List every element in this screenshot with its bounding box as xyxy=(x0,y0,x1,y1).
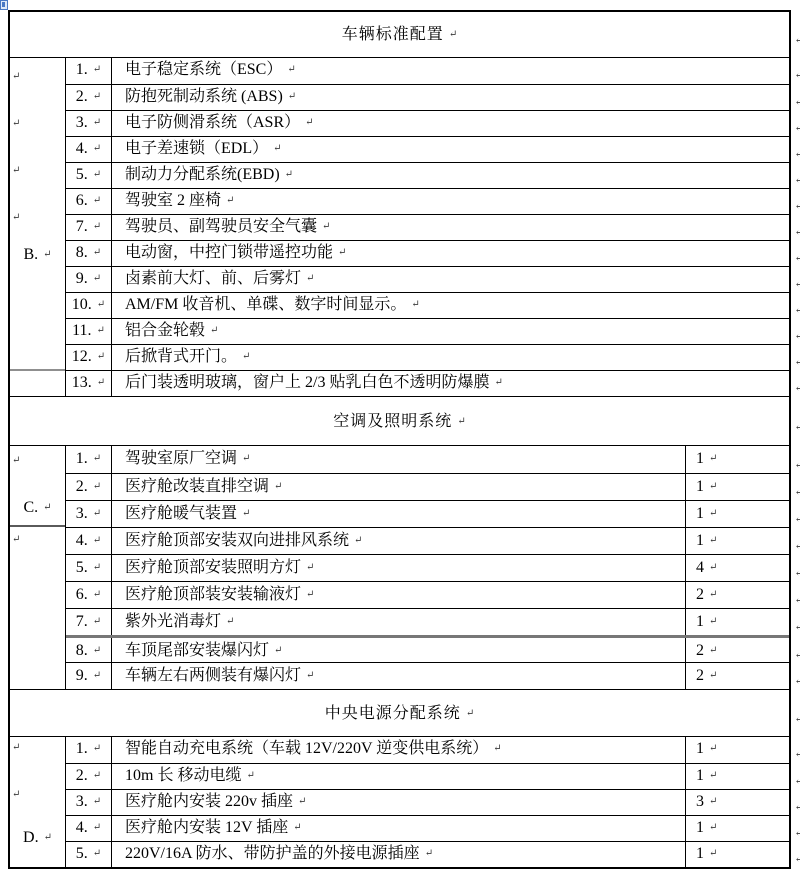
row-number: 13. ↵ xyxy=(72,374,105,391)
item-description: 铝合金轮毂 ↵ xyxy=(125,322,218,339)
section-b-rows xyxy=(66,58,789,396)
row-number: 11. ↵ xyxy=(72,322,105,339)
section-header-vehicle-text: 车辆标准配置 ↵ xyxy=(342,26,457,43)
table-row xyxy=(66,292,789,318)
item-description: 220V/16A 防水、带防护盖的外接电源插座 ↵ xyxy=(125,845,433,862)
row-number: 4. ↵ xyxy=(76,532,101,549)
row-number: 9. ↵ xyxy=(76,667,101,684)
item-description: 智能自动充电系统（车载 12V/220V 逆变供电系统） ↵ xyxy=(125,740,502,757)
item-description: 电动窗，中控门锁带遥控功能 ↵ xyxy=(125,244,346,261)
row-number: 9. ↵ xyxy=(76,270,101,287)
item-description: 驾驶室 2 座椅 ↵ xyxy=(125,192,234,209)
group-label-d: D. ↵ xyxy=(10,829,65,847)
table-row xyxy=(66,266,789,292)
paragraph-mark-icon xyxy=(12,213,20,223)
item-description: 卤素前大灯、前、后雾灯 ↵ xyxy=(125,270,314,287)
quantity-value: 2 ↵ xyxy=(696,586,717,603)
row-number: 8. ↵ xyxy=(76,244,101,261)
table-row xyxy=(66,763,789,789)
paragraph-mark-icon xyxy=(12,790,20,800)
item-description: 医疗舱暖气装置 ↵ xyxy=(125,505,250,522)
item-description: 10m 长 移动电缆 ↵ xyxy=(125,767,255,784)
table-row xyxy=(66,370,789,396)
paragraph-mark-icon xyxy=(12,166,20,176)
row-number: 6. ↵ xyxy=(76,586,101,603)
item-description: 制动力分配系统(EBD) ↵ xyxy=(125,166,293,183)
section-d-label-cell xyxy=(10,737,66,867)
item-description: 驾驶员、副驾驶员安全气囊 ↵ xyxy=(125,218,330,235)
section-header-power-text: 中央电源分配系统 ↵ xyxy=(325,705,474,722)
item-description: AM/FM 收音机、单碟、数字时间显示。 ↵ xyxy=(125,296,420,313)
row-number: 3. ↵ xyxy=(76,793,101,810)
group-label-b: B. ↵ xyxy=(10,246,65,264)
table-row xyxy=(66,662,789,689)
item-description: 医疗舱内安装 12V 插座 ↵ xyxy=(125,819,302,836)
quantity-value: 1 ↵ xyxy=(696,845,717,862)
quantity-value: 1 ↵ xyxy=(696,767,717,784)
item-description: 车辆左右两侧装有爆闪灯 ↵ xyxy=(125,667,314,684)
paragraph-mark-icon xyxy=(12,743,20,753)
item-description: 电子稳定系统（ESC） ↵ xyxy=(125,61,296,78)
group-label-c: C. ↵ xyxy=(10,499,65,517)
section-b-label-cell xyxy=(10,58,66,396)
quantity-value: 1 ↵ xyxy=(696,505,717,522)
row-number: 2. ↵ xyxy=(76,478,101,495)
table-row xyxy=(66,554,789,581)
row-number: 7. ↵ xyxy=(76,613,101,630)
table-row xyxy=(66,84,789,110)
item-description: 电子防侧滑系统（ASR） ↵ xyxy=(125,114,314,131)
section-c-rows xyxy=(66,446,789,689)
section-header-aircon xyxy=(10,396,789,445)
quantity-value: 2 ↵ xyxy=(696,642,717,659)
quantity-value: 1 ↵ xyxy=(696,613,717,630)
row-number: 1. ↵ xyxy=(76,740,101,757)
table-row xyxy=(66,815,789,841)
table-row xyxy=(66,841,789,867)
table-row xyxy=(66,446,789,473)
section-c-label-cell xyxy=(10,446,66,689)
row-number: 6. ↵ xyxy=(76,192,101,209)
row-number: 4. ↵ xyxy=(76,140,101,157)
table-row xyxy=(66,473,789,500)
quantity-value: 1 ↵ xyxy=(696,819,717,836)
paragraph-mark-icon xyxy=(12,456,20,466)
item-description: 后门装透明玻璃，窗户上 2/3 贴乳白色不透明防爆膜 ↵ xyxy=(125,374,503,391)
row-number: 1. ↵ xyxy=(76,61,101,78)
section-c xyxy=(10,445,789,689)
table-row xyxy=(66,214,789,240)
table-row xyxy=(66,188,789,214)
table-row xyxy=(66,162,789,188)
item-description: 后掀背式开门。 ↵ xyxy=(125,348,250,365)
row-number: 3. ↵ xyxy=(76,114,101,131)
item-description: 电子差速锁（EDL） ↵ xyxy=(125,140,282,157)
item-description: 医疗舱改装直排空调 ↵ xyxy=(125,478,282,495)
object-anchor-icon xyxy=(0,0,8,10)
item-description: 医疗舱内安装 220v 插座 ↵ xyxy=(125,793,306,810)
table-row xyxy=(66,318,789,344)
table-row xyxy=(66,581,789,608)
table-row xyxy=(66,58,789,84)
table-row xyxy=(66,635,789,662)
row-number: 5. ↵ xyxy=(76,559,101,576)
quantity-value: 2 ↵ xyxy=(696,667,717,684)
section-c-label-top xyxy=(10,446,65,527)
page-break-line xyxy=(10,369,65,371)
paragraph-mark-icon xyxy=(12,72,20,82)
table-row xyxy=(66,500,789,527)
paragraph-mark-icon xyxy=(12,535,20,545)
section-d xyxy=(10,736,789,867)
quantity-value: 1 ↵ xyxy=(696,532,717,549)
item-description: 车顶尾部安装爆闪灯 ↵ xyxy=(125,642,282,659)
row-number: 5. ↵ xyxy=(76,166,101,183)
section-header-aircon-text: 空调及照明系统 ↵ xyxy=(333,413,465,430)
quantity-value: 1 ↵ xyxy=(696,740,717,757)
row-number: 12. ↵ xyxy=(72,348,105,365)
item-description: 医疗舱顶部安装照明方灯 ↵ xyxy=(125,559,314,576)
row-number: 2. ↵ xyxy=(76,88,101,105)
table-row xyxy=(66,344,789,370)
table-row xyxy=(66,737,789,763)
table-row xyxy=(66,608,789,635)
quantity-value: 1 ↵ xyxy=(696,478,717,495)
section-header-power xyxy=(10,689,789,736)
table-row xyxy=(66,527,789,554)
table-row xyxy=(66,789,789,815)
section-header-vehicle xyxy=(10,12,789,57)
quantity-value: 1 ↵ xyxy=(696,450,717,467)
row-number: 8. ↵ xyxy=(76,642,101,659)
paragraph-mark-icon xyxy=(12,119,20,129)
item-description: 防抱死制动系统 (ABS) ↵ xyxy=(125,88,296,105)
row-number: 4. ↵ xyxy=(76,819,101,836)
row-number: 2. ↵ xyxy=(76,767,101,784)
row-number: 1. ↵ xyxy=(76,450,101,467)
row-number: 7. ↵ xyxy=(76,218,101,235)
table-row xyxy=(66,240,789,266)
section-b xyxy=(10,57,789,396)
item-description: 驾驶室原厂空调 ↵ xyxy=(125,450,250,467)
quantity-value: 3 ↵ xyxy=(696,793,717,810)
item-description: 医疗舱顶部装安装输液灯 ↵ xyxy=(125,586,314,603)
section-d-rows xyxy=(66,737,789,867)
item-description: 医疗舱顶部安装双向进排风系统 ↵ xyxy=(125,532,362,549)
row-number: 10. ↵ xyxy=(72,296,105,313)
row-number: 5. ↵ xyxy=(76,845,101,862)
section-c-label-bottom xyxy=(10,527,65,688)
configuration-table xyxy=(8,10,791,869)
table-row xyxy=(66,110,789,136)
row-number: 3. ↵ xyxy=(76,505,101,522)
item-description: 紫外光消毒灯 ↵ xyxy=(125,613,234,630)
quantity-value: 4 ↵ xyxy=(696,559,717,576)
table-row xyxy=(66,136,789,162)
